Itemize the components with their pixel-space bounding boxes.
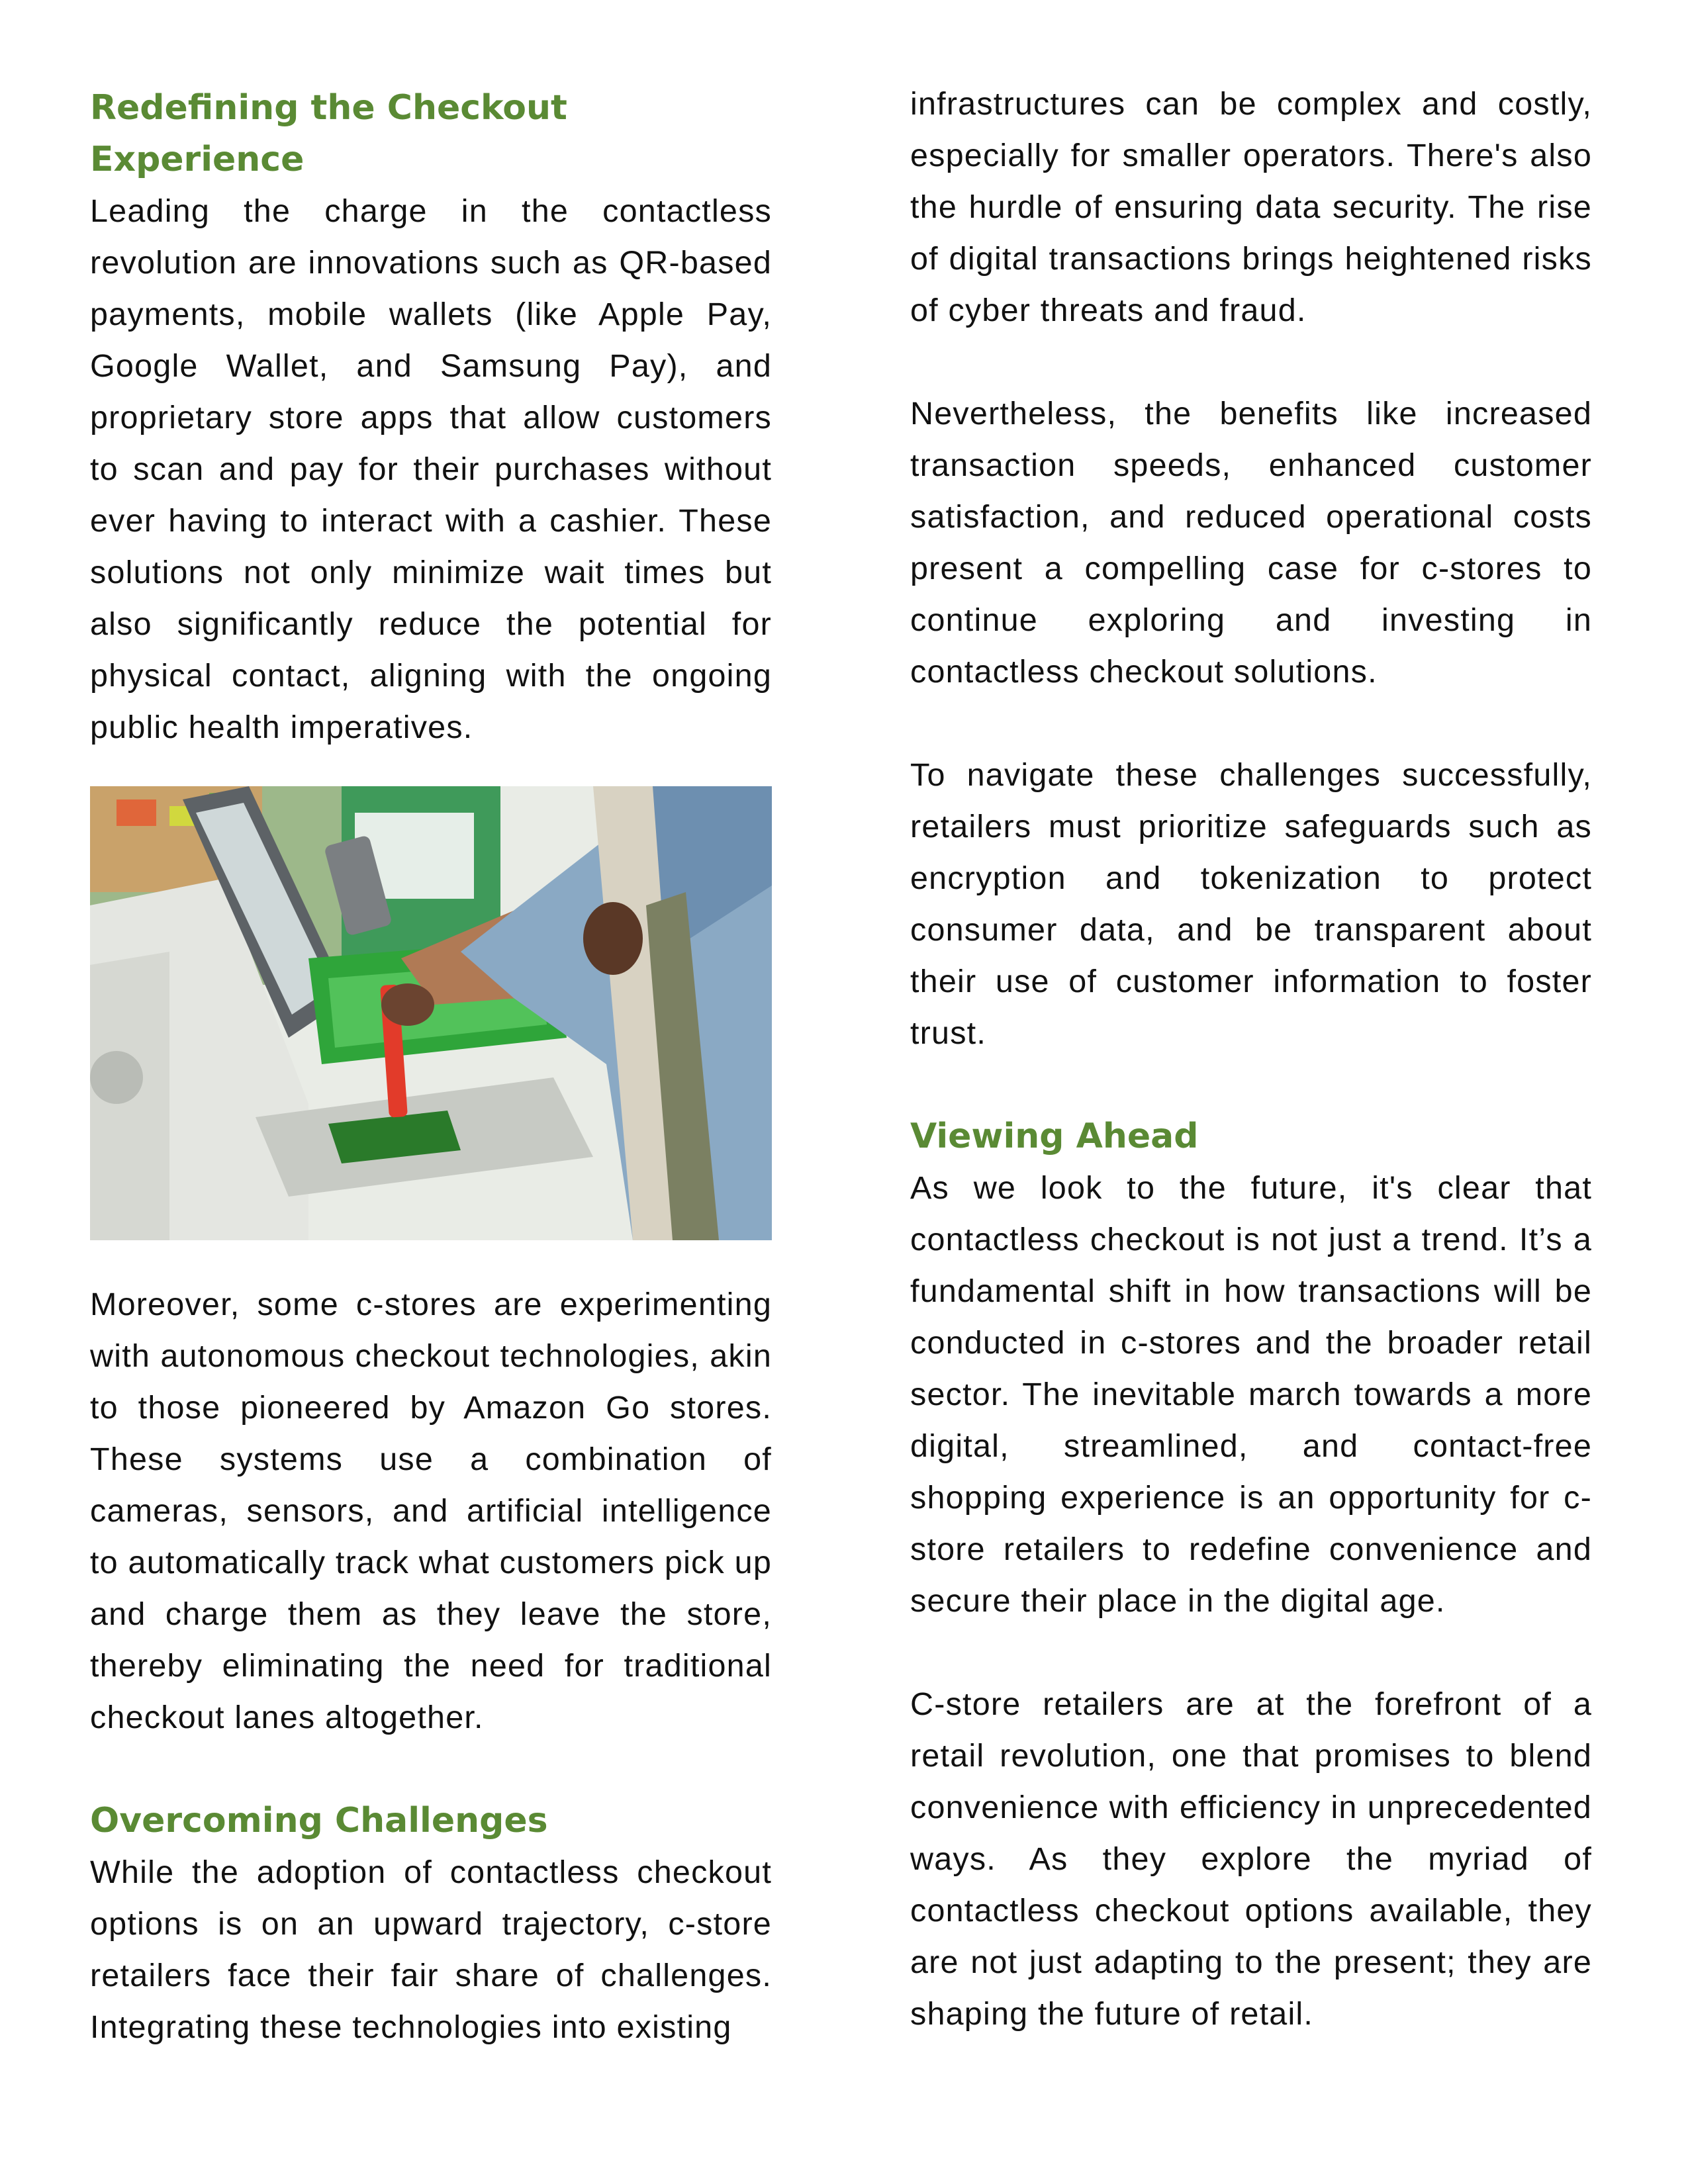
paragraph-adoption-challenges: While the adoption of contactless checkout options is on an upward trajectory, c-store retailers face their fair share of challenges. Integrating these technologies into existing — [90, 1854, 772, 2045]
paragraph-spacer — [90, 1743, 772, 1795]
paragraph-spacer — [910, 336, 1592, 388]
paragraph-future-trend: As we look to the future, it's clear that contactless checkout is not just a trend. It’s a fundamental shift in how transactions will be conducted in c-stores and the broader retail sector. The inevitable march towards a more digital, streamlined, and contact-free shopping experience is an opportunity for c-store retailers to redefine convenience and secure their place in the digital age. — [910, 1170, 1592, 1619]
self-checkout-photo — [90, 786, 772, 1240]
heading-redefining-checkout: Redefining the Checkout Experience — [90, 88, 567, 179]
paragraph-contactless-revolution: Leading the charge in the contactless revolution are innovations such as QR-based payments, mobile wallets (like Apple Pay, Google Wallet, and Samsung Pay), and proprietary store apps that allow customers to scan and pay for their purchases without ever having to interact with a cashier. These solutions not only minimize wait times but also significantly reduce the potential for physical contact, aligning with the ongoing public health imperatives. — [90, 193, 772, 745]
paragraph-safeguards: To navigate these challenges successfully, retailers must prioritize safeguards such as encryption and tokenization to protect consumer data, and be transparent about their use of customer information to foster trust. — [910, 757, 1592, 1051]
paragraph-spacer — [910, 698, 1592, 749]
heading-viewing-ahead: Viewing Ahead — [910, 1116, 1199, 1156]
paragraph-retail-revolution: C-store retailers are at the forefront of a retail revolution, one that promises to blend convenience with efficiency in unprecedented ways. As they explore the myriad of contactless checkout options available, they are not just adapting to the present; they are shaping the future of retail. — [910, 1686, 1592, 2032]
left-column — [90, 82, 772, 2053]
heading-overcoming-challenges: Overcoming Challenges — [90, 1801, 548, 1841]
right-column — [910, 78, 1592, 2040]
paragraph-infrastructure-costs: infrastructures can be complex and costly, especially for smaller operators. There's also the hurdle of ensuring data security. The rise of digital transactions brings heightened risks of cyber threats and fraud. — [910, 86, 1592, 328]
paragraph-autonomous-checkout: Moreover, some c-stores are experimenting with autonomous checkout technologies, akin to those pioneered by Amazon Go stores. These systems use a combination of cameras, sensors, and artificial intelligence to automatically track what customers pick up and charge them as they leave the store, thereby eliminating the need for traditional checkout lanes altogether. — [90, 1287, 772, 1735]
paragraph-spacer — [910, 1627, 1592, 1678]
paragraph-spacer — [910, 1059, 1592, 1111]
paragraph-benefits: Nevertheless, the benefits like increased transaction speeds, enhanced customer satisfaction, and reduced operational costs present a compelling case for c-stores to continue exploring and investing in contactless checkout solutions. — [910, 396, 1592, 690]
